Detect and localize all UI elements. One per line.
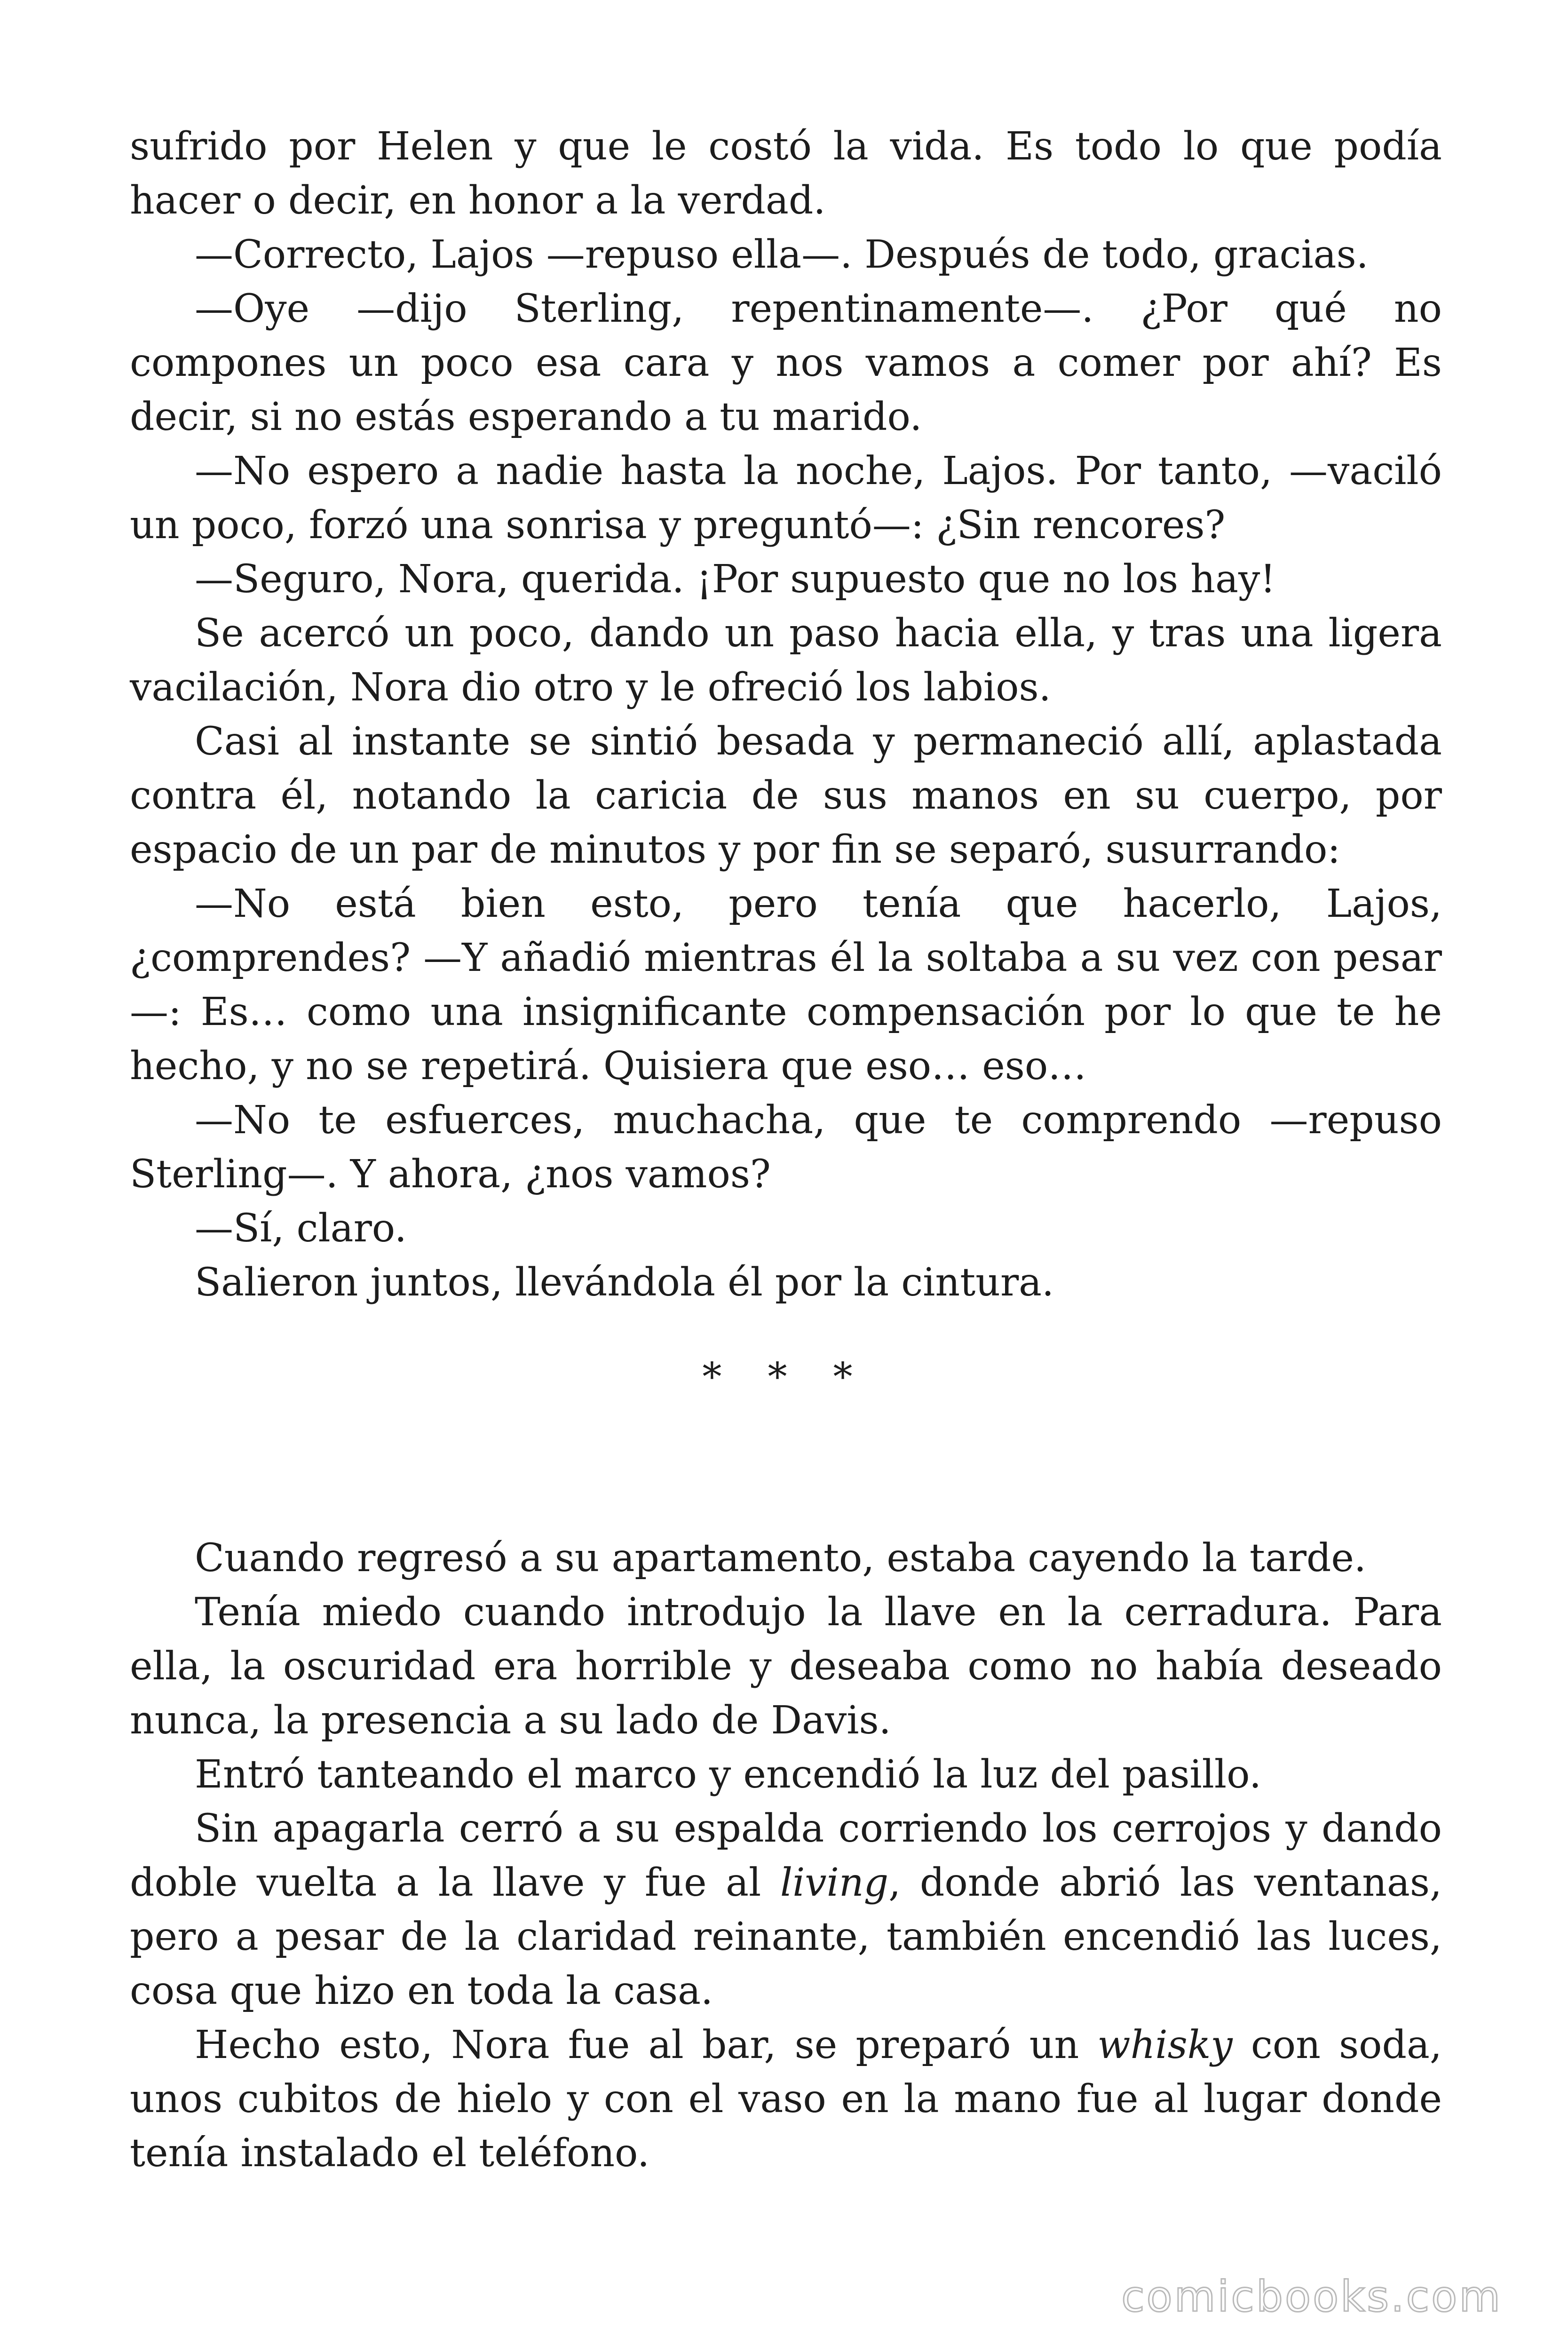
narrative-paragraph: Cuando regresó a su apartamento, estaba cayendo la tarde. <box>195 1536 1366 1581</box>
narrative-paragraph: Entró tanteando el marco y encendió la luz del pasillo. <box>195 1752 1262 1797</box>
dialogue-paragraph: —No espero a nadie hasta la noche, Lajos. Por tanto, —vaciló un poco, forzó una sonrisa y preguntó—: ¿Sin rencores? <box>130 449 1442 548</box>
dialogue-paragraph: —Oye —dijo Sterling, repentinamente—. ¿Por qué no compones un poco esa cara y nos vamos a comer por ahí? Es decir, si no estás esperando a tu marido. <box>130 286 1442 439</box>
paragraph-continuation: sufrido por Helen y que le costó la vida. Es todo lo que podía hacer o decir, en honor a la verdad. <box>130 124 1442 223</box>
italic-word: living <box>780 1860 889 1905</box>
narrative-paragraph: Casi al instante se sintió besada y permaneció allí, aplastada contra él, notando la caricia de sus manos en su cuerpo, por espacio de un par de minutos y por fin se separó, susurrando: <box>130 719 1442 872</box>
text-run: Hecho esto, Nora fue al bar, se preparó un <box>195 2023 1098 2067</box>
narrative-paragraph: Tenía miedo cuando introdujo la llave en la cerradura. Para ella, la oscuridad era horrible y deseaba como no había deseado nunca, la presencia a su lado de Davis. <box>130 1590 1442 1743</box>
text-run: Sin apagarla cerró a su espalda corriendo los cerrojos y dando doble vuelta a la llave y fue al <box>130 1806 1442 1905</box>
dialogue-paragraph: —Correcto, Lajos —repuso ella—. Después de todo, gracias. <box>195 232 1369 277</box>
dialogue-paragraph: —No te esfuerces, muchacha, que te comprendo —repuso Sterling—. Y ahora, ¿nos vamos? <box>130 1098 1442 1197</box>
text-run: , donde abrió las ventanas, pero a pesar de la claridad reinante, también encendió las luces, cosa que hizo en toda la casa. <box>130 1860 1442 2013</box>
book-page-body <box>130 119 1442 2180</box>
text-run: con soda, unos cubitos de hielo y con el vaso en la mano fue al lugar donde tenía instalado el teléfono. <box>130 2023 1442 2176</box>
dialogue-paragraph: —No está bien esto, pero tenía que hacerlo, Lajos, ¿comprendes? —Y añadió mientras él la soltaba a su vez con pesar—: Es… como una insignificante compensación por lo que te he hecho, y no se repetirá. Quisiera que eso… eso… <box>130 882 1442 1089</box>
narrative-paragraph: Salieron juntos, llevándola él por la cintura. <box>195 1260 1054 1305</box>
narrative-paragraph: Se acercó un poco, dando un paso hacia ella, y tras una ligera vacilación, Nora dio otro y le ofreció los labios. <box>130 611 1442 710</box>
italic-word: whisky <box>1097 2023 1233 2067</box>
narrative-paragraph <box>130 1802 1442 2018</box>
narrative-paragraph <box>130 2018 1442 2180</box>
dialogue-paragraph: —Seguro, Nora, querida. ¡Por supuesto que no los hay! <box>195 557 1276 602</box>
section-separator: * * * <box>702 1355 870 1399</box>
dialogue-paragraph: —Sí, claro. <box>195 1206 407 1251</box>
watermark-logo: comicbooks.com <box>1121 2272 1502 2321</box>
